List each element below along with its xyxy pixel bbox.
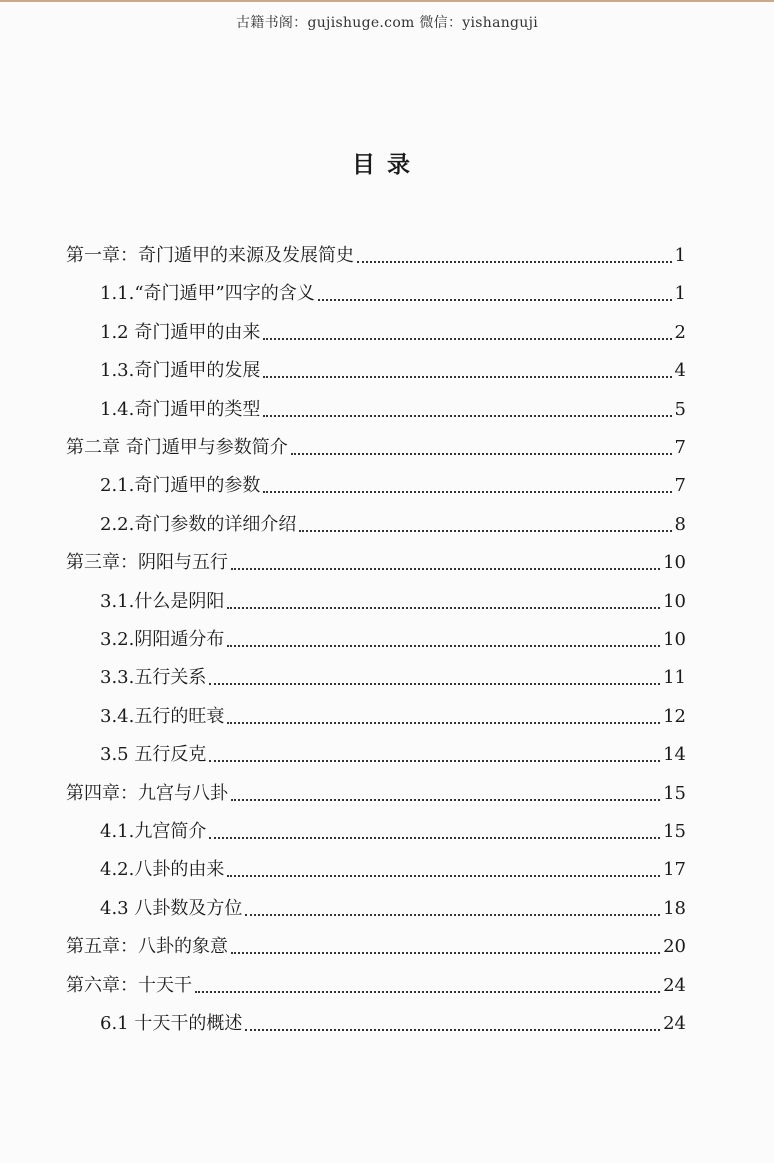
toc-entry-page-number: 10 [663,629,686,650]
toc-section-entry[interactable] [100,268,686,306]
dot-leader [263,375,671,378]
toc-entry-label: 4.1.九宫简介 [100,821,207,842]
dot-leader [299,529,671,532]
toc-section-entry[interactable] [100,729,686,767]
toc-section-entry[interactable] [100,614,686,652]
toc-chapter-entry[interactable] [66,921,686,959]
toc-entry-label: 1.2 奇门遁甲的由来 [100,321,261,343]
toc-section-entry[interactable] [100,345,686,383]
toc-section-entry[interactable] [100,460,686,498]
toc-entry-label: 3.1.什么是阴阳 [100,590,225,612]
toc-section-entry[interactable] [100,844,686,882]
top-rule [0,0,774,2]
toc-entry-page-number: 24 [663,974,686,996]
toc-section-entry[interactable] [100,576,686,614]
toc-chapter-entry[interactable] [66,230,686,268]
toc-entry-label: 1.3.奇门遁甲的发展 [100,360,261,382]
dot-leader [227,874,660,877]
toc-entry-label: 第六章：十天干 [66,974,192,996]
toc-entry-label: 第二章 奇门遁甲与参数简介 [66,437,288,458]
toc-chapter-entry[interactable] [66,768,686,806]
dot-leader [231,951,660,954]
dot-leader [263,337,671,340]
toc-entry-label: 1.1.“奇门遁甲”四字的含义 [100,283,315,305]
toc-entry-label: 1.4.奇门遁甲的类型 [100,398,261,420]
toc-entry-page-number: 2 [674,321,686,343]
toc-entry-label: 3.2.阴阳遁分布 [100,629,225,650]
toc-section-entry[interactable] [100,652,686,690]
toc-entry-page-number: 18 [663,897,686,919]
toc-entry-page-number: 10 [663,552,686,574]
dot-leader [209,682,660,685]
toc-entry-label: 第四章：九宫与八卦 [66,782,228,804]
dot-leader [231,567,660,570]
toc-entry-page-number: 15 [663,821,686,842]
toc-entry-label: 第一章：奇门遁甲的来源及发展简史 [66,245,354,266]
toc-chapter-entry[interactable] [66,422,686,460]
toc-section-entry[interactable] [100,384,686,422]
toc-chapter-entry[interactable] [66,537,686,575]
dot-leader [209,759,660,762]
dot-leader [263,490,671,493]
toc-entry-page-number: 10 [663,590,686,612]
dot-leader [318,298,672,301]
toc-section-entry[interactable] [100,883,686,921]
dot-leader [227,721,660,724]
toc-entry-page-number: 1 [674,245,686,266]
toc-entry-page-number: 1 [674,283,686,305]
toc-entry-page-number: 4 [674,360,686,382]
toc-section-entry[interactable] [100,499,686,537]
dot-leader [227,606,660,609]
toc-entry-label: 3.5 五行反克 [100,744,207,766]
toc-entry-page-number: 12 [663,705,686,727]
toc-section-entry[interactable] [100,307,686,345]
dot-leader [245,913,660,916]
toc-entry-label: 第三章：阴阳与五行 [66,552,228,574]
toc-entry-page-number: 11 [663,667,686,689]
toc-section-entry[interactable] [100,998,686,1036]
toc-entry-label: 2.2.奇门参数的详细介绍 [100,513,297,535]
dot-leader [291,452,672,455]
toc-entry-label: 4.2.八卦的由来 [100,859,225,881]
dot-leader [195,990,660,993]
toc-entry-label: 6.1 十天干的概述 [100,1013,243,1034]
dot-leader [245,1028,660,1031]
toc-entry-page-number: 15 [663,782,686,804]
page-title: 目录 [352,152,422,178]
page-header: 古籍书阁：gujishuge.com 微信：yishanguji [235,15,539,31]
dot-leader [209,836,660,839]
toc-entry-label: 4.3 八卦数及方位 [100,897,243,919]
toc-section-entry[interactable] [100,691,686,729]
toc-entry-label: 3.4.五行的旺衰 [100,705,225,727]
toc-entry-label: 3.3.五行关系 [100,667,207,689]
toc-entry-page-number: 7 [674,475,686,497]
toc-entry-page-number: 5 [674,398,686,420]
toc-entry-page-number: 24 [663,1013,686,1034]
toc-entry-page-number: 20 [663,936,686,958]
toc-entry-page-number: 17 [663,859,686,881]
toc-section-entry[interactable] [100,806,686,844]
toc-entry-label: 第五章：八卦的象意 [66,936,228,958]
toc-entry-label: 2.1.奇门遁甲的参数 [100,475,261,497]
toc-entry-page-number: 8 [674,513,686,535]
toc-entry-page-number: 14 [663,744,686,766]
dot-leader [231,798,660,801]
toc-chapter-entry[interactable] [66,960,686,998]
dot-leader [263,414,671,417]
dot-leader [227,644,660,647]
dot-leader [357,260,672,263]
toc-entry-page-number: 7 [674,437,686,458]
